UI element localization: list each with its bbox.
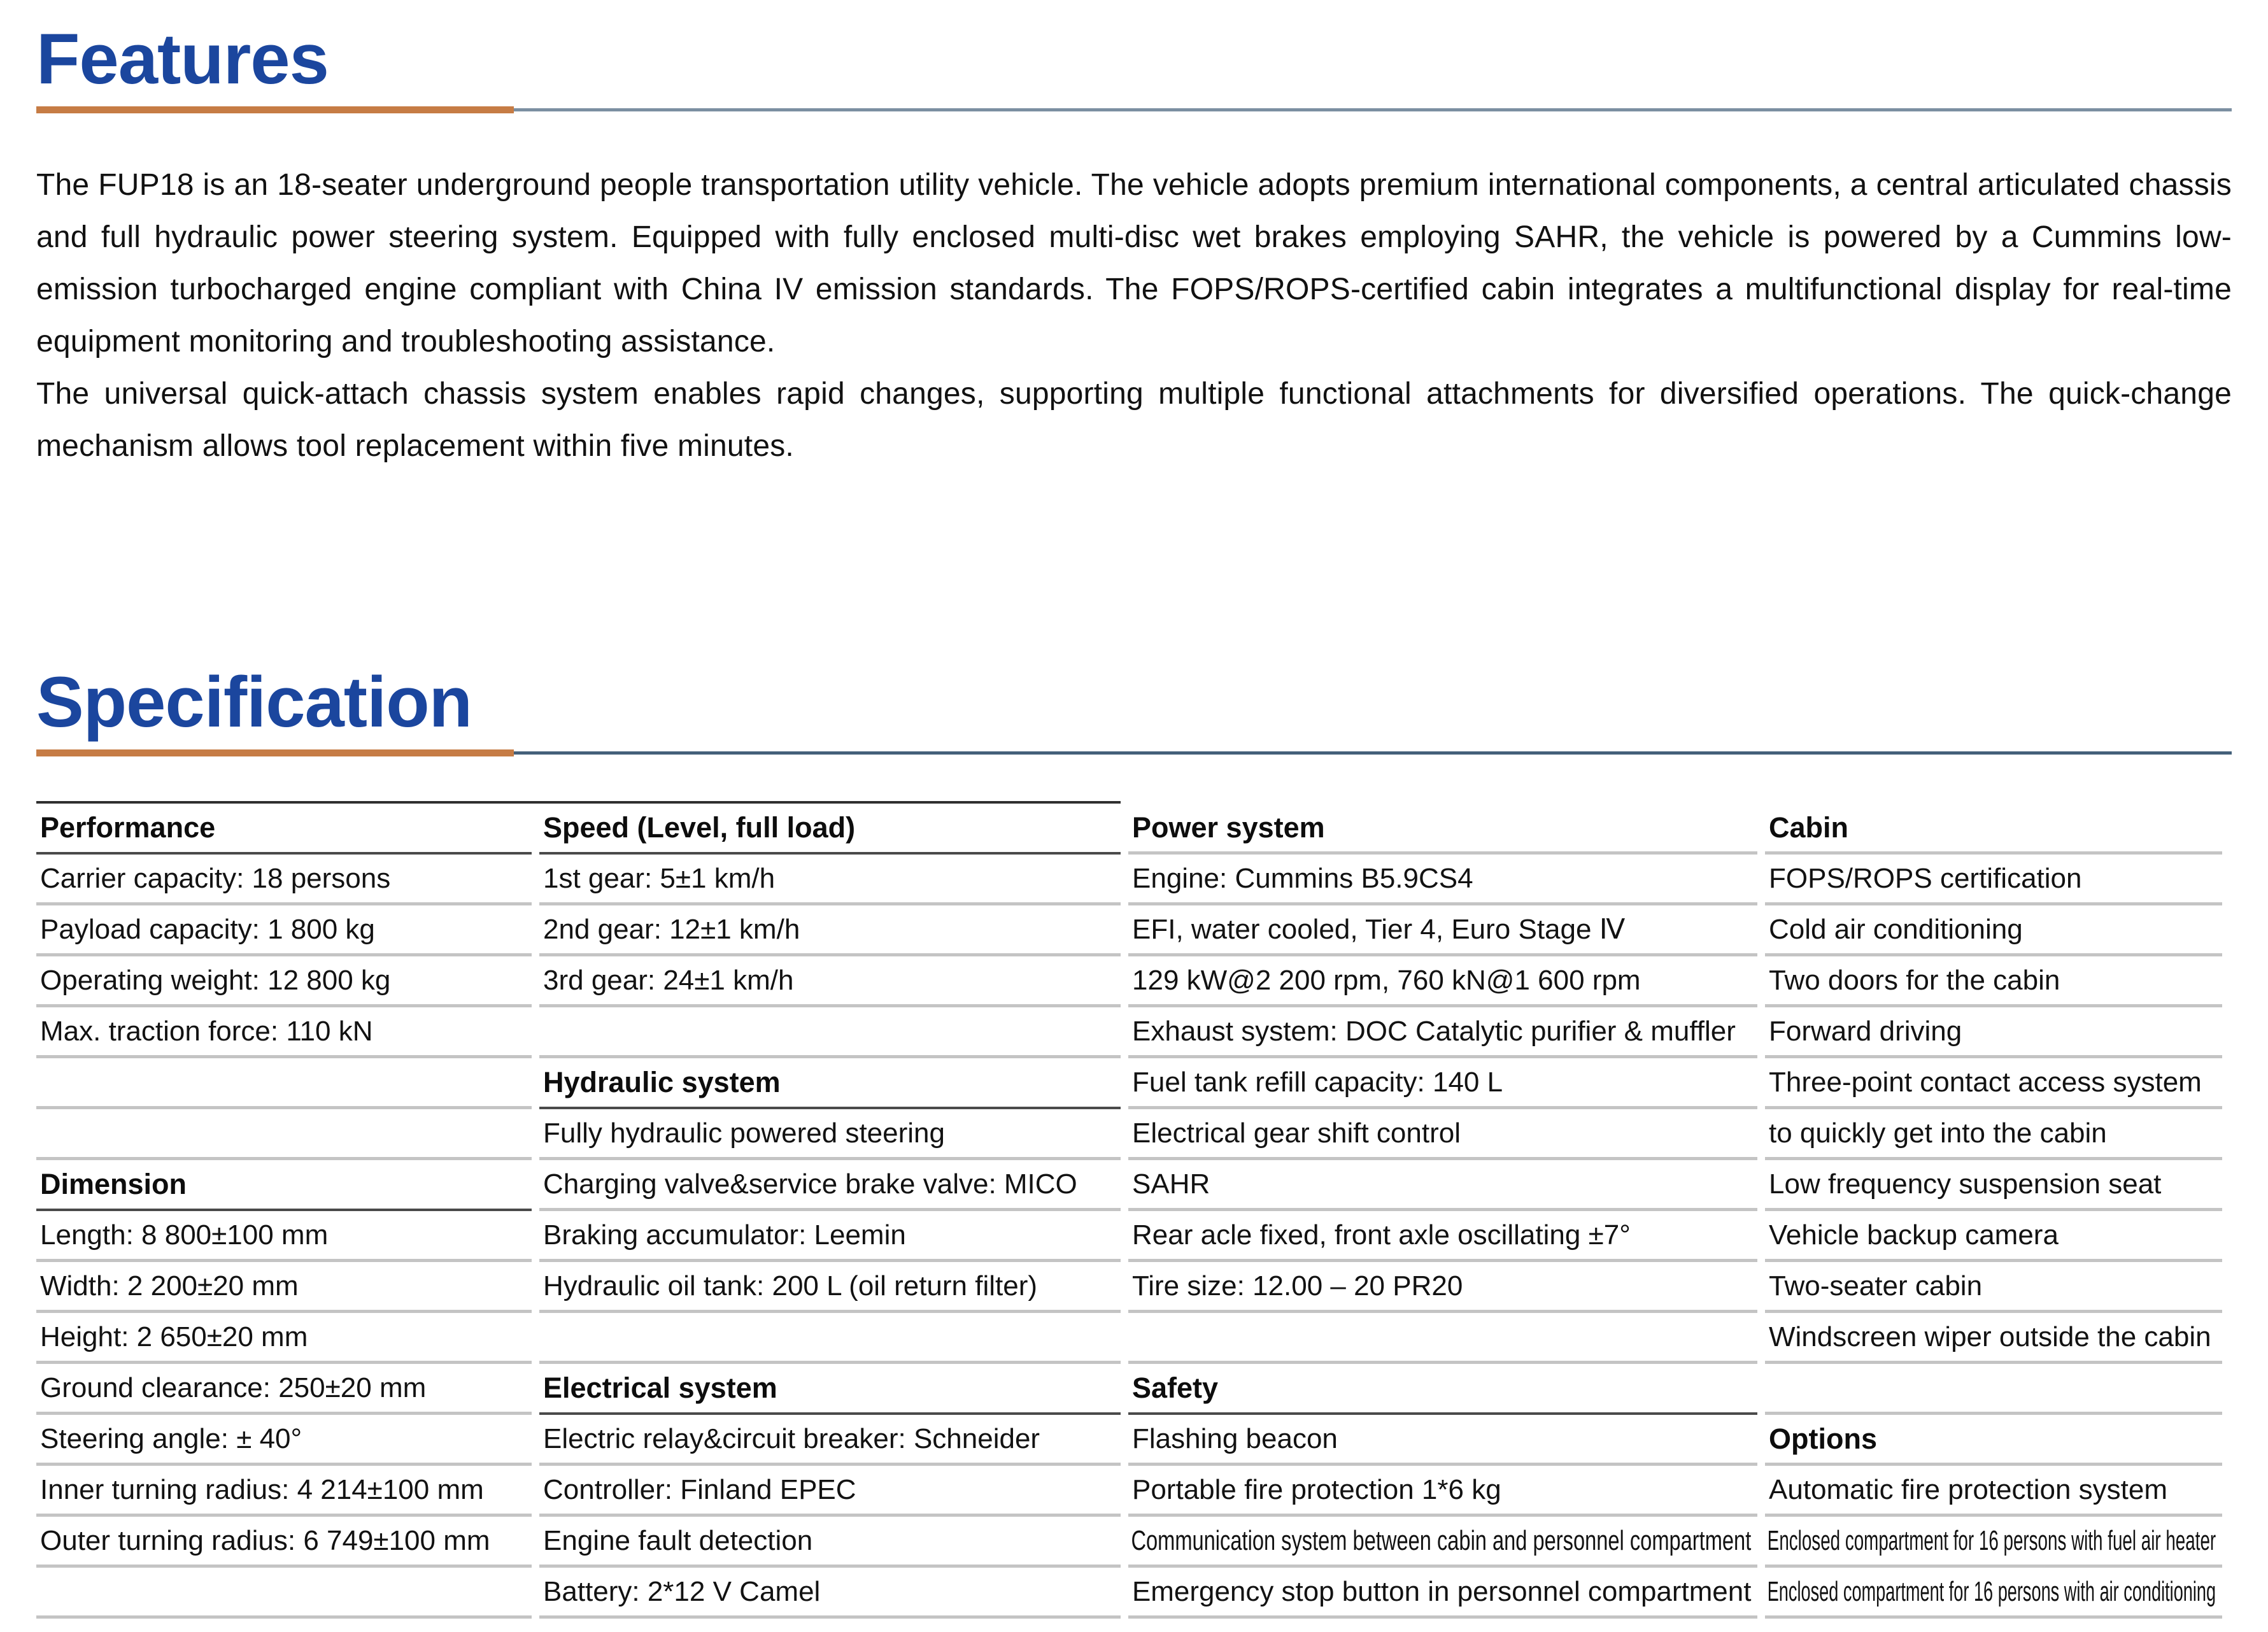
spec-cell: to quickly get into the cabin [1765, 1109, 2222, 1160]
spec-cell: Electrical gear shift control [1128, 1109, 1757, 1160]
spec-cell: Emergency stop button in personnel compartment [1128, 1568, 1757, 1619]
specification-table [36, 801, 2232, 1619]
spec-cell: Carrier capacity: 18 persons [36, 855, 532, 905]
spec-cell: Windscreen wiper outside the cabin [1765, 1313, 2222, 1364]
spec-column-performance [36, 801, 532, 1619]
spec-cell [539, 1007, 1121, 1058]
spec-cell [36, 1568, 532, 1619]
spec-cell: Steering angle: ± 40° [36, 1415, 532, 1466]
spec-cell: Vehicle backup camera [1765, 1211, 2222, 1262]
spec-section-header: Performance [36, 804, 532, 855]
spec-section-header: Safety [1128, 1364, 1757, 1415]
spec-cell: Cold air conditioning [1765, 905, 2222, 956]
features-paragraph: The universal quick-attach chassis system enables rapid changes, supporting multiple functional attachments for diversified operations. The quick-change mechanism allows tool replacement within five minutes. [36, 377, 2232, 463]
spec-cell: Ground clearance: 250±20 mm [36, 1364, 532, 1415]
features-section [36, 18, 2232, 472]
spec-cell: 1st gear: 5±1 km/h [539, 855, 1121, 905]
spec-cell: Engine: Cummins B5.9CS4 [1128, 855, 1757, 905]
spec-cell: Inner turning radius: 4 214±100 mm [36, 1466, 532, 1517]
spec-cell: Engine fault detection [539, 1517, 1121, 1568]
spec-cell: Flashing beacon [1128, 1415, 1757, 1466]
spec-cell: Electric relay&circuit breaker: Schneider [539, 1415, 1121, 1466]
spec-section-header: Hydraulic system [539, 1058, 1121, 1109]
spec-cell: FOPS/ROPS certification [1765, 855, 2222, 905]
spec-cell: Outer turning radius: 6 749±100 mm [36, 1517, 532, 1568]
spec-cell: Braking accumulator: Leemin [539, 1211, 1121, 1262]
spec-column-speed-hydraulic-electrical [539, 801, 1121, 1619]
spec-section-header: Electrical system [539, 1364, 1121, 1415]
spec-cell: Controller: Finland EPEC [539, 1466, 1121, 1517]
spec-cell: Exhaust system: DOC Catalytic purifier & muffler [1128, 1007, 1757, 1058]
spec-cell: Max. traction force: 110 kN [36, 1007, 532, 1058]
spec-cell: Rear acle fixed, front axle oscillating ±7° [1128, 1211, 1757, 1262]
features-title: Features [36, 19, 329, 99]
features-body [36, 159, 2232, 472]
spec-cell: Three-point contact access system [1765, 1058, 2222, 1109]
specification-underline [36, 749, 2232, 758]
spec-cell [1128, 1313, 1757, 1364]
spec-cell: Width: 2 200±20 mm [36, 1262, 532, 1313]
spec-cell: Enclosed compartment for 16 persons with fuel air heater [1765, 1517, 2222, 1568]
specification-underline-orange-bar [36, 749, 514, 756]
features-underline [36, 106, 2232, 115]
spec-cell: Fuel tank refill capacity: 140 L [1128, 1058, 1757, 1109]
spec-cell: Fully hydraulic powered steering [539, 1109, 1121, 1160]
spec-cell: 2nd gear: 12±1 km/h [539, 905, 1121, 956]
spec-section-header: Dimension [36, 1160, 532, 1211]
features-paragraph: The FUP18 is an 18-seater underground people transportation utility vehicle. The vehicle adopts premium international components, a central articulated chassis and full hydraulic power steering system. Equipped with fully enclosed multi-disc wet brakes employing SAHR, the vehicle is powered by a Cummins low-emission turbocharged engine compliant with China IV emission standards. The FOPS/ROPS-certified cabin integrates a multifunctional display for real-time equipment monitoring and troubleshooting assistance. [36, 168, 2232, 358]
spec-cell [1765, 1364, 2222, 1415]
spec-cell: Payload capacity: 1 800 kg [36, 905, 532, 956]
spec-cell: Communication system between cabin and personnel compartment [1128, 1517, 1757, 1568]
spec-cell: SAHR [1128, 1160, 1757, 1211]
spec-cell: Charging valve&service brake valve: MICO [539, 1160, 1121, 1211]
spec-section-header: Options [1765, 1415, 2222, 1466]
spec-cell: 129 kW@2 200 rpm, 760 kN@1 600 rpm [1128, 956, 1757, 1007]
spec-section-header: Cabin [1765, 804, 2222, 855]
spec-section-header: Speed (Level, full load) [539, 804, 1121, 855]
spec-cell: Forward driving [1765, 1007, 2222, 1058]
specification-title: Specification [36, 662, 472, 742]
spec-cell [539, 1313, 1121, 1364]
spec-section-header: Power system [1128, 804, 1757, 855]
spec-cell [36, 1109, 532, 1160]
spec-cell: 3rd gear: 24±1 km/h [539, 956, 1121, 1007]
spec-cell: Hydraulic oil tank: 200 L (oil return filter) [539, 1262, 1121, 1313]
spec-cell: Portable fire protection 1*6 kg [1128, 1466, 1757, 1517]
features-underline-orange-bar [36, 106, 514, 113]
spec-cell: Automatic fire protection system [1765, 1466, 2222, 1517]
spec-cell: Two-seater cabin [1765, 1262, 2222, 1313]
spec-column-cabin-options [1765, 801, 2222, 1619]
spec-cell: EFI, water cooled, Tier 4, Euro Stage Ⅳ [1128, 905, 1757, 956]
spec-cell: Tire size: 12.00 – 20 PR20 [1128, 1262, 1757, 1313]
spec-cell: Height: 2 650±20 mm [36, 1313, 532, 1364]
spec-cell: Operating weight: 12 800 kg [36, 956, 532, 1007]
spec-cell: Battery: 2*12 V Camel [539, 1568, 1121, 1619]
spec-cell: Two doors for the cabin [1765, 956, 2222, 1007]
specification-section [36, 661, 2232, 1619]
spec-cell: Length: 8 800±100 mm [36, 1211, 532, 1262]
spec-column-power-safety [1128, 801, 1757, 1619]
spec-cell: Enclosed compartment for 16 persons with air conditioning [1765, 1568, 2222, 1619]
spec-cell [36, 1058, 532, 1109]
spec-cell: Low frequency suspension seat [1765, 1160, 2222, 1211]
